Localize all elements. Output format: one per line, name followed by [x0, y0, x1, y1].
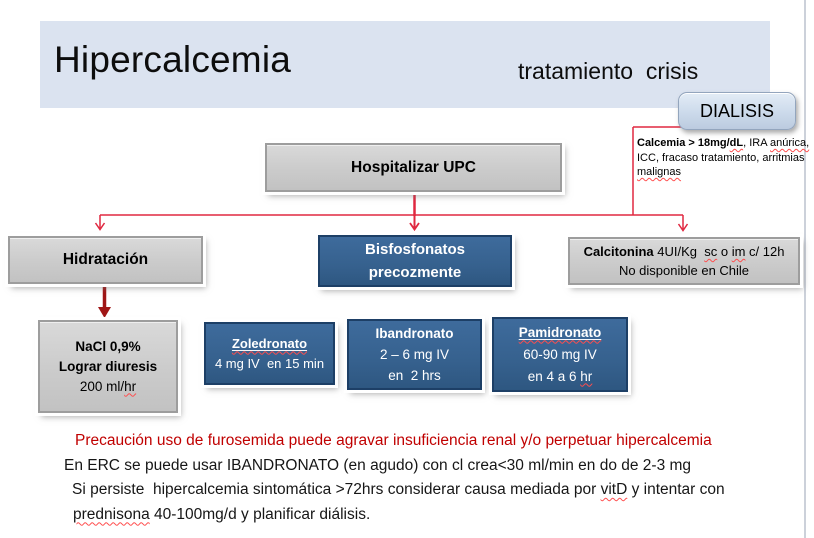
calcitonina-im: im: [731, 244, 746, 259]
zoledronato-name-text: Zoledronato: [231, 335, 308, 351]
node-ibandronato[interactable]: [347, 319, 482, 390]
criteria-anurica: anúrica,: [770, 137, 810, 149]
calcitonina-schedule: c/ 12h: [745, 244, 785, 259]
node-calcitonina[interactable]: [568, 237, 800, 285]
node-pamidronato[interactable]: [492, 317, 628, 392]
hidratacion-to-nacl-arrow: [98, 287, 111, 318]
pamidronato-dose1: 60-90 mg IV: [523, 346, 597, 362]
footer-vitd: vitD: [600, 481, 628, 498]
pamidronato-dose2: [528, 366, 593, 388]
node-nacl[interactable]: [38, 320, 178, 413]
hospitalizar-branch-connector: [96, 192, 688, 231]
criteria-malignas: malignas: [637, 166, 682, 178]
nacl-line1: NaCl 0,9%: [75, 338, 141, 354]
dialisis-button[interactable]: [678, 92, 796, 130]
zoledronato-name: [232, 334, 307, 354]
calcitonina-dose: 4UI/Kg: [653, 244, 705, 259]
calcitonina-name: Calcitonina: [583, 244, 654, 259]
ibandronato-dose2: en 2 hrs: [388, 368, 441, 383]
footer-line3-tail: y intentar con: [627, 481, 725, 498]
pamidronato-duration: en 4 a 6: [527, 368, 581, 384]
criteria-text: , IRA: [743, 137, 770, 149]
calcitonina-o: o: [717, 244, 732, 259]
pamidronato-name-text: Pamidronato: [518, 324, 602, 340]
zoledronato-dose: 4 mg IV en 15 min: [214, 355, 325, 371]
page-subtitle: tratamiento crisis: [518, 58, 699, 84]
nacl-line2: Lograr diuresis: [58, 358, 158, 374]
nacl-rate: 200 ml/: [79, 378, 125, 394]
bisfosfonatos-line2: precozmente: [368, 264, 462, 281]
node-bisfosfonatos[interactable]: [318, 235, 512, 287]
dialisis-label: DIALISIS: [699, 100, 775, 121]
criteria-text2: ICC, fracaso tratamiento, arritmias: [637, 137, 813, 164]
node-zoledronato[interactable]: [204, 322, 335, 385]
calcitonina-line1: [584, 242, 785, 261]
footer-warning-line: Precaución uso de furosemida puede agravar insuficiencia renal y/o perpetuar hipercalcemia: [75, 432, 712, 449]
footer-line3: [64, 478, 812, 503]
footer-line3-text: Si persiste hipercalcemia sintomática >72hrs considerar causa mediada por: [72, 481, 601, 498]
bisfosfonatos-line1: Bisfosfonatos: [364, 241, 465, 258]
page-title: Hipercalcemia: [54, 39, 292, 80]
footer-notes: [64, 429, 812, 527]
nacl-hr: hr: [124, 378, 137, 394]
hospitalizar-label: Hospitalizar UPC: [351, 158, 476, 176]
footer-line4: [64, 503, 812, 528]
footer-line4-tail: 40-100mg/d y planificar diálisis.: [149, 505, 371, 523]
criteria-bold: Calcemia > 18mg/: [637, 137, 730, 149]
ibandronato-dose1: 2 – 6 mg IV: [379, 347, 450, 362]
dialisis-criteria-note: [637, 136, 811, 180]
ibandronato-name: Ibandronato: [375, 326, 454, 341]
node-hidratacion[interactable]: [8, 236, 203, 284]
pamidronato-hr: hr: [580, 368, 593, 384]
calcitonina-sc: sc: [704, 244, 718, 259]
hidratacion-label: Hidratación: [62, 251, 149, 268]
footer-prednisona: prednisona: [73, 505, 150, 523]
node-hospitalizar-upc[interactable]: [265, 143, 562, 192]
footer-line2: En ERC se puede usar IBANDRONATO (en agudo) con cl crea<30 ml/min en do de 2-3 mg: [64, 456, 692, 474]
criteria-bold-dl: dL: [729, 137, 744, 149]
calcitonina-line2: No disponible en Chile: [618, 263, 750, 278]
pamidronato-name: [519, 322, 602, 344]
nacl-line3: [80, 377, 136, 397]
